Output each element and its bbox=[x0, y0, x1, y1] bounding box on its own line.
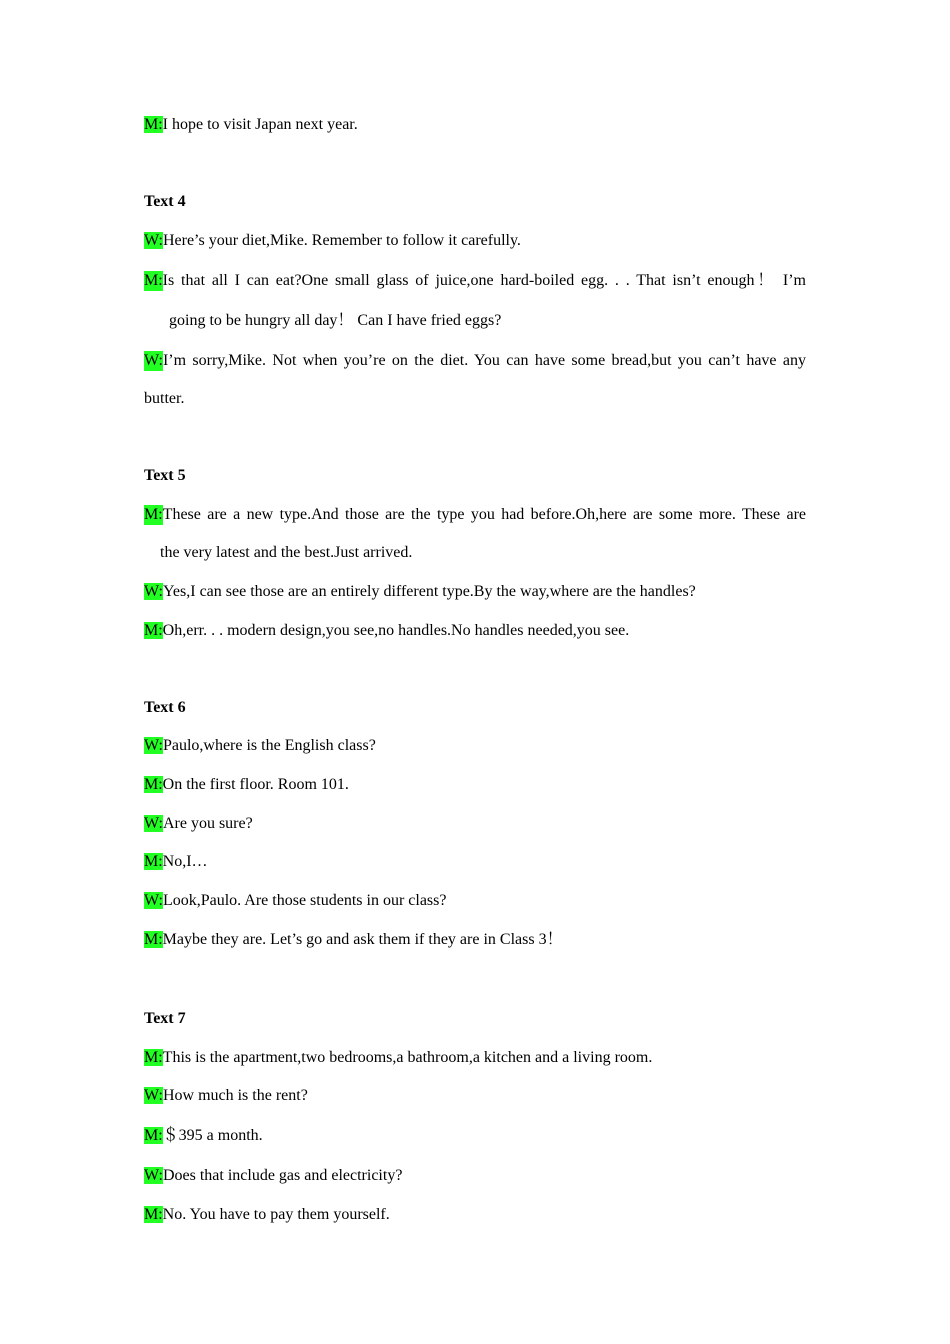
dialogue-line bbox=[144, 271, 806, 291]
dialogue-line bbox=[144, 115, 806, 135]
speaker-label: W: bbox=[144, 892, 163, 909]
utterance-text: I hope to visit Japan next year. bbox=[162, 116, 358, 133]
speaker-label: W: bbox=[144, 815, 163, 832]
utterance-text: Does that include gas and electricity? bbox=[162, 1167, 403, 1184]
utterance-text: Is that all I can eat?One small glass of juice,one hard-boiled egg. . . That isn’t enough！ I’m bbox=[162, 272, 807, 289]
speaker-label: M: bbox=[144, 622, 163, 639]
utterance-text: Are you sure? bbox=[162, 815, 253, 832]
dialogue-line bbox=[144, 1205, 806, 1225]
speaker-label: M: bbox=[144, 1206, 163, 1223]
dialogue-line bbox=[144, 351, 806, 371]
utterance-text: Here’s your diet,Mike. Remember to follow it carefully. bbox=[162, 232, 521, 249]
dialogue-line bbox=[144, 891, 806, 911]
dialogue-line bbox=[144, 621, 806, 641]
dialogue-line bbox=[144, 1048, 806, 1068]
utterance-continuation: going to be hungry all day！ Can I have fried eggs? bbox=[169, 312, 502, 329]
utterance-text: I’m sorry,Mike. Not when you’re on the diet. You can have some bread,but you can’t have any bbox=[162, 352, 806, 369]
section-title: Text 7 bbox=[144, 1010, 186, 1027]
utterance-text: These are a new type.And those are the type you had before.Oh,here are some more. These are bbox=[162, 506, 806, 523]
dialogue-line bbox=[144, 775, 806, 795]
speaker-label: M: bbox=[144, 931, 163, 948]
speaker-label: W: bbox=[144, 1087, 163, 1104]
dialogue-line bbox=[144, 582, 806, 602]
speaker-label: W: bbox=[144, 232, 163, 249]
utterance-continuation: the very latest and the best.Just arrived. bbox=[160, 544, 413, 561]
dialogue-line bbox=[144, 736, 806, 756]
utterance-text: Oh,err. . . modern design,you see,no handles.No handles needed,you see. bbox=[162, 622, 630, 639]
speaker-label: W: bbox=[144, 737, 163, 754]
section-title: Text 4 bbox=[144, 193, 186, 210]
utterance-text: This is the apartment,two bedrooms,a bathroom,a kitchen and a living room. bbox=[162, 1049, 653, 1066]
utterance-continuation: butter. bbox=[144, 390, 185, 407]
speaker-label: M: bbox=[144, 776, 163, 793]
utterance-text: Maybe they are. Let’s go and ask them if they are in Class 3！ bbox=[162, 931, 563, 948]
dialogue-line bbox=[144, 930, 806, 950]
utterance-text: Paulo,where is the English class? bbox=[162, 737, 376, 754]
utterance-text: ＄395 a month. bbox=[162, 1127, 263, 1144]
utterance-text: On the first floor. Room 101. bbox=[162, 776, 349, 793]
utterance-text: Look,Paulo. Are those students in our class? bbox=[162, 892, 447, 909]
speaker-label: W: bbox=[144, 352, 163, 369]
dialogue-line bbox=[144, 1166, 806, 1186]
section-title: Text 5 bbox=[144, 467, 186, 484]
speaker-label: M: bbox=[144, 853, 163, 870]
dialogue-line bbox=[144, 1086, 806, 1106]
speaker-label: M: bbox=[144, 1049, 163, 1066]
speaker-label: M: bbox=[144, 506, 163, 523]
dialogue-line bbox=[144, 1126, 806, 1146]
speaker-label: M: bbox=[144, 272, 163, 289]
speaker-label: W: bbox=[144, 583, 163, 600]
dialogue-line bbox=[144, 852, 806, 872]
utterance-text: No,I… bbox=[162, 853, 208, 870]
utterance-text: No. You have to pay them yourself. bbox=[162, 1206, 390, 1223]
utterance-text: Yes,I can see those are an entirely different type.By the way,where are the handles? bbox=[162, 583, 696, 600]
dialogue-line bbox=[144, 505, 806, 525]
section-title: Text 6 bbox=[144, 699, 186, 716]
speaker-label: M: bbox=[144, 1127, 163, 1144]
speaker-label: W: bbox=[144, 1167, 163, 1184]
utterance-text: How much is the rent? bbox=[162, 1087, 308, 1104]
dialogue-line bbox=[144, 814, 806, 834]
speaker-label: M: bbox=[144, 116, 163, 133]
dialogue-line bbox=[144, 231, 806, 251]
